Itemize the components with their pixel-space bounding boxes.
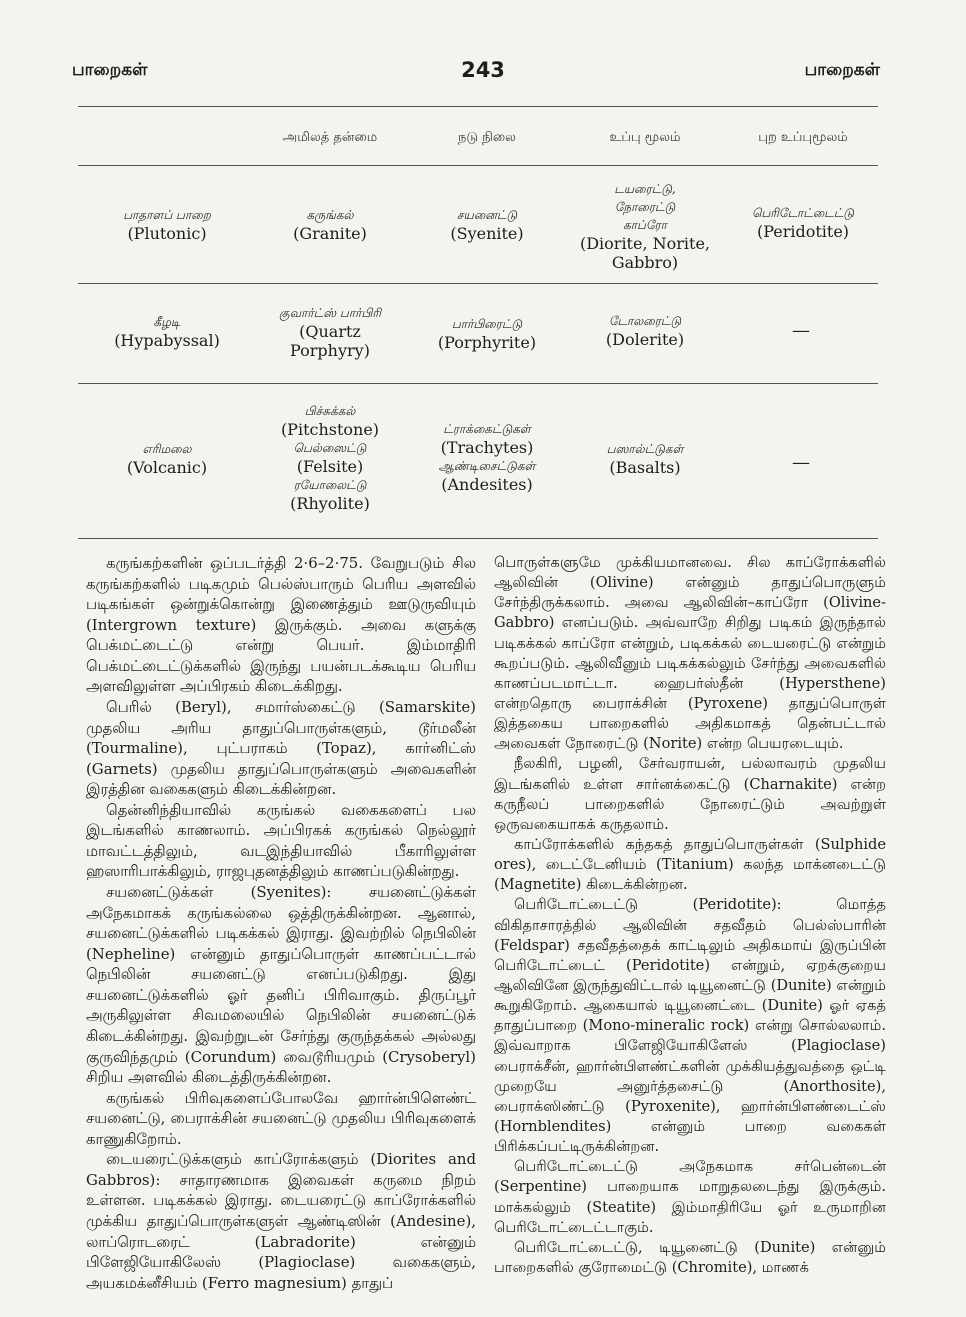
paragraph: காப்ரோக்களில் கந்தகத் தாதுப்பொருள்கள் (Sulphide ores), டைட்டேனியம் (Titanium) கலந்த மாக்னடைட்டு (Magnetite) கிடைக்கின்றன. — [494, 835, 886, 894]
cell-ta: பார்பிரைட்டு — [451, 317, 523, 331]
page-number: 243 — [461, 58, 505, 82]
cell-en: (Quartz — [299, 322, 361, 341]
paragraph: சயனைட்டுக்கள் (Syenites): சயனைட்டுக்கள் அநேகமாகக் கருங்கல்லை ஒத்திருக்கின்றன. ஆனால், சயனைட்டுக்களில் படிகக்கல் இராது. இவற்றில் நெபிலின் (Nepheline) என்னும் தாதுப்பொருள் காணப்பட்டால் நெபிலின் சயனைட்டு எனப்படுகிறது. இது சயனைட்டுக்களில் ஓர் தனிப் பிரிவாகும். திருப்பூர் அருகிலுள்ள சிவமலையில் நெபிலின் சயனைட்டுக் கிடைக்கின்றது. இவற்றுடன் சேர்ந்து குருந்தக்கல் அல்லது குருவிந்தமும் (Corundum) வைடூரியமும் (Crysoberyl) சிறிய அளவில் கிடைத்திருக்கின்றன. — [86, 883, 476, 1087]
body-right-column — [494, 553, 886, 1278]
cell-en: (Trachytes) — [440, 438, 534, 457]
cell-en: (Porphyrite) — [437, 333, 537, 352]
cell-ta: டயரைட்டு, — [614, 182, 676, 196]
cell-diorite-norite-gabbro — [565, 180, 725, 272]
cell-en: (Diorite, Norite, — [579, 234, 711, 253]
cell-en: Gabbro) — [611, 253, 679, 272]
cell-en: (Granite) — [293, 224, 367, 243]
column-header-basic: உப்பு மூலம் — [609, 130, 681, 145]
row-divider-1 — [78, 283, 878, 284]
cell-empty-dash: — — [792, 452, 810, 473]
cell-en: (Rhyolite) — [290, 494, 370, 513]
row-label-ta: பாதாளப் பாறை — [123, 208, 211, 222]
cell-pitchstone-felsite-rhyolite — [250, 402, 410, 513]
cell-en: (Felsite) — [296, 457, 364, 476]
cell-ta: ஆண்டிசைட்டுகள் — [438, 459, 536, 473]
running-title-left: பாறைகள் — [72, 60, 148, 80]
cell-ta: பெல்ஸைட்டு — [293, 441, 367, 455]
cell-en: (Pitchstone) — [280, 420, 380, 439]
paragraph: பெரிடோட்டைட்டு அநேகமாக சர்பென்டைன் (Serpentine) பாறையாக மாறுதலடைந்து இருக்கும். மாக்கல்லும் (Steatite) இம்மாதிரியே ஓர் உருமாறின பெரிடோட்டைட்டாகும். — [494, 1158, 886, 1236]
cell-granite — [250, 206, 410, 243]
cell-ta: கருங்கல் — [306, 208, 354, 222]
cell-dolerite — [565, 312, 725, 349]
paragraph: பொருள்களுமே முக்கியமானவை. சில காப்ரோக்களில் ஆலிவின் (Olivine) என்னும் தாதுப்பொருளும் சேர்ந்திருக்கலாம். அவை ஆலிவின்–காப்ரோ (Olivine-Gabbro) எனப்படும். அவ்வாறே சிறிது படிகம் இருந்தால் படிகக்கல் காப்ரோ என்றும், படிகக்கல் டையரைட்டு என்றும் கூறப்படும். ஆலிவீனும் படிகக்கல்லும் சேர்ந்து அவைகளில் காணப்படமாட்டா. ஹைபர்ஸ்தீன் (Hypersthene) என்றதொரு பைராக்சின் (Pyroxene) தாதுப்பொருள் இத்தகைய பாறைகளில் அதிகமாகத் தென்பட்டால் அவைகள் நோரைட்டு (Norite) என்ற பெயரடையும். — [494, 554, 886, 753]
cell-ta: ட்ராக்கைட்டுகள் — [443, 422, 531, 436]
cell-ta: பஸால்ட்டுகள் — [606, 442, 684, 456]
cell-ta: ரயோலைட்டு — [293, 478, 367, 492]
cell-en: (Peridotite) — [756, 222, 850, 241]
row-label-en: (Hypabyssal) — [114, 331, 220, 350]
row-label-hypabyssal — [82, 313, 252, 350]
cell-empty-dash: — — [792, 320, 810, 341]
row-divider-2 — [78, 383, 878, 384]
table-header-rule — [78, 165, 878, 166]
row-label-en: (Volcanic) — [126, 458, 208, 477]
cell-en: (Basalts) — [609, 458, 681, 477]
cell-en: (Syenite) — [450, 224, 524, 243]
row-label-plutonic — [82, 206, 252, 243]
cell-en: (Andesites) — [441, 475, 533, 494]
page-header — [0, 58, 966, 88]
paragraph: கருங்கற்களின் ஒப்படர்த்தி 2·6–2·75. வேறுபடும் சில கருங்கற்களில் படிகமும் பெல்ஸ்பாரும் பெரிய அளவில் படிகங்கள் ஒன்றுக்கொன்று இணைத்தும் ஊடுருவியும் (Intergrown texture) இருக்கும். அவை களுக்கு பெக்மட்டைட்டு என்று பெயர். இம்மாதிரி பெக்மட்டைட்டுக்களில் இருந்து பயன்படக்கூடிய பெரிய அளவிலுள்ள அப்பிரகம் கிடைக்கிறது. — [86, 554, 476, 696]
cell-trachytes-andesites — [412, 420, 562, 494]
cell-porphyrite — [412, 315, 562, 352]
cell-peridotite — [728, 204, 878, 241]
column-header-intermediate: நடு நிலை — [458, 130, 516, 145]
cell-ta: சயனைட்டு — [456, 208, 518, 222]
paragraph: கருங்கல் பிரிவுகளைப்போலவே ஹார்ன்பிளெண்ட் சயனைட்டு, பைராக்சின் சயனைட்டு முதலிய பிரிவுகளைக் காணுகிறோம். — [86, 1088, 476, 1148]
row-label-ta: கீழடி — [153, 315, 181, 329]
column-header-ultrabasic: புற உப்புமூலம் — [758, 130, 848, 145]
cell-ta: காப்ரோ — [623, 218, 667, 232]
table-bottom-rule — [78, 538, 878, 539]
cell-en: Porphyry) — [290, 341, 370, 360]
cell-ta: பெரிடோட்டைட்டு — [752, 206, 854, 220]
paragraph: பெரில் (Beryl), சமார்ஸ்கைட்டு (Samarskite) முதலிய அரிய தாதுப்பொருள்களும், டூர்மலீன் (Tourmaline), புட்பராகம் (Topaz), கார்னிட்ஸ் (Garnets) முதலிய தாதுப்பொருள்களும் அவைகளின் இரத்தின வகைகளும் கிடைக்கின்றன. — [86, 697, 476, 799]
cell-ta: குவார்ட்ஸ் பார்பிரி — [279, 306, 381, 320]
paragraph: நீலகிரி, பழனி, சேர்வராயன், பல்லாவரம் முதலிய இடங்களில் உள்ள சார்னக்கைட்டு (Charnakite) என்ற கருநீலப் பாறைகளில் நோரைட்டும் அவற்றுள் ஒருவகையாகக் கருதலாம். — [494, 755, 886, 833]
column-header-acidic: அமிலத் தன்மை — [282, 130, 378, 145]
row-label-en: (Plutonic) — [127, 224, 207, 243]
running-title-right: பாறைகள் — [804, 60, 880, 80]
cell-quartz-porphyry — [250, 304, 410, 360]
cell-ta: நோரைட்டு — [614, 200, 676, 214]
row-label-ta: எரிமலை — [142, 442, 192, 456]
paragraph: பெரிடோட்டைட்டு, டியூனைட்டு (Dunite) என்னும் பாறைகளில் குரோமைட்டு (Chromite), மாணக் — [494, 1238, 886, 1276]
paragraph: பெரிடோட்டைட்டு (Peridotite): மொத்த விகிதாசாரத்தில் ஆலிவின் சதவீதம் பெல்ஸ்பாரின் (Feldspar) சதவீதத்தைக் காட்டிலும் அதிகமாய் இருப்பின் பெரிடோட்டைட் (Peridotite) என்றும், ஏறக்குறைய ஆலிவினே இருந்துவிட்டால் டியூனைட்டு (Dunite) என்றும் கூறுகிறோம். ஆகையால் டியூனைட்டை (Dunite) ஓர் ஏகத் தாதுப்பாறை (Mono-mineralic rock) என்று சொல்லலாம். இவ்வாறாக பிளேஜியோகிளேஸ் (Plagioclase) பைராக்சீன், ஹார்ன்பிளண்ட்களின் முக்கியத்துவத்தை ஒட்டி முறையே அனுர்த்தசைட்டு (Anorthosite), பைராக்ஸிண்ட்டு (Pyroxenite), ஹார்ன்பிளண்டைட்ஸ் (Hornblendites) என்னும் பாறை வகைகள் பிரிக்கப்பட்டிருக்கின்றன. — [494, 896, 886, 1156]
body-left-column — [86, 553, 476, 1293]
cell-basalts — [565, 440, 725, 477]
paragraph: தென்னிந்தியாவில் கருங்கல் வகைகளைப் பல இடங்களில் காணலாம். அப்பிரகக் கருங்கல் நெல்லூர் மாவட்டத்திலும், வடஇந்தியாவில் பீகாரிலுள்ள ஹஸாரிபாக்கிலும், ராஜபுதனத்திலும் காணப்படுகின்றது. — [86, 800, 476, 881]
row-label-volcanic — [82, 440, 252, 477]
table-top-rule — [78, 106, 878, 107]
cell-ta: பிச்சுக்கல் — [304, 404, 356, 418]
cell-syenite — [412, 206, 562, 243]
cell-ta: டோலரைட்டு — [608, 314, 682, 328]
paragraph: டையரைட்டுக்களும் காப்ரோக்களும் (Diorites and Gabbros): சாதாரணமாக இவைகள் கருமை நிறம் உள்ளன. படிகக்கல் இராது. டையரைட்டு காப்ரோக்களில் முக்கிய தாதுப்பொருள்களுள் ஆண்டிஸின் (Andesine), லாப்ரொடரைட் (Labradorite) என்னும் பிளேஜியோகிலேஸ் (Plagioclase) வகைகளும், அயகமக்னீசியம் (Ferro magnesium) தாதுப் — [86, 1150, 476, 1292]
cell-en: (Dolerite) — [605, 330, 685, 349]
